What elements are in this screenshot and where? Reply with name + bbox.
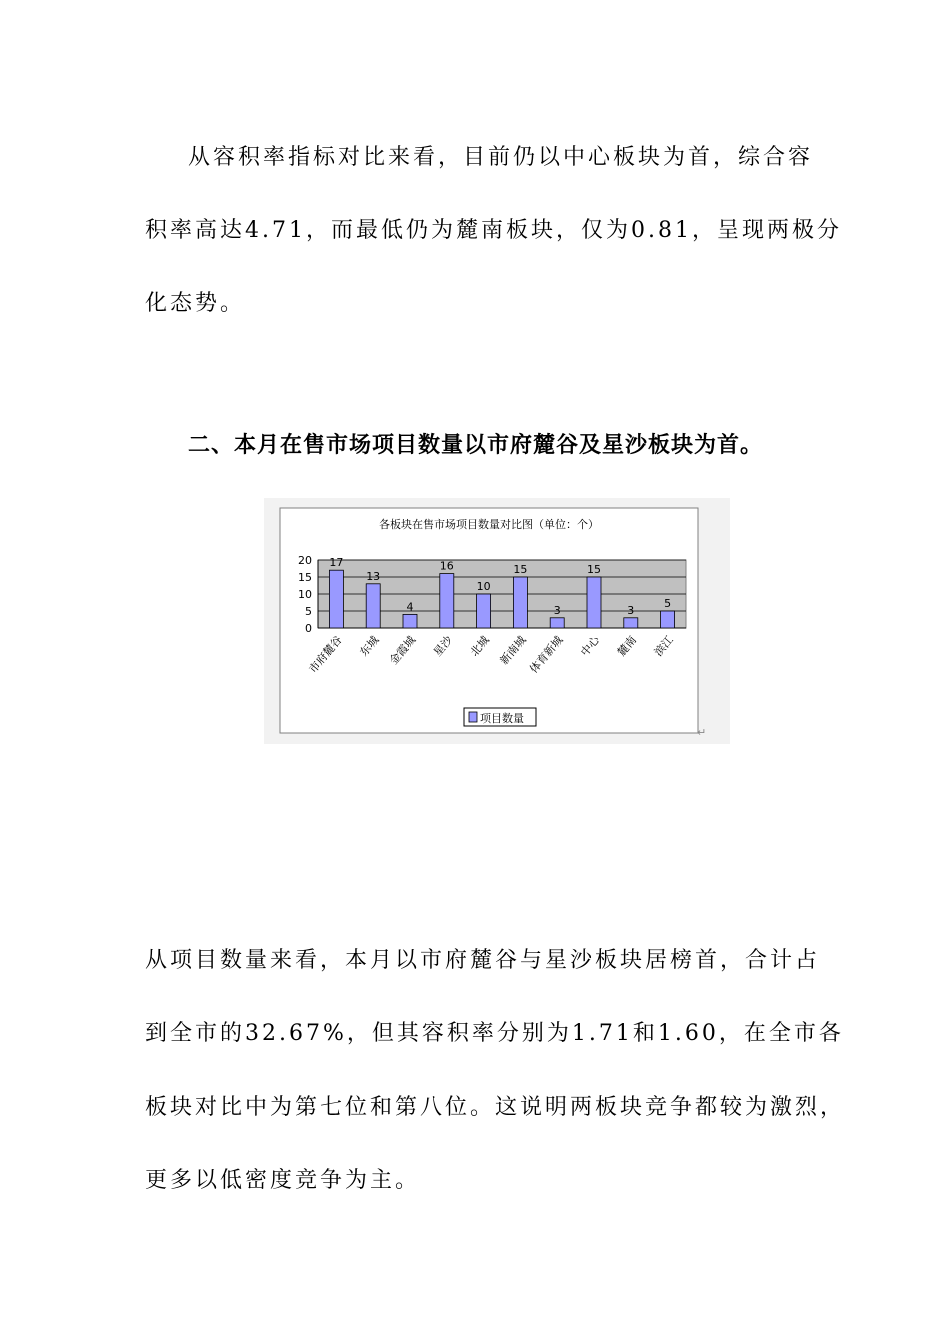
chart-title: 各板块在售市场项目数量对比图（单位：个） xyxy=(379,518,599,531)
data-label: 15 xyxy=(587,563,601,576)
x-tick-label: 东城 xyxy=(357,633,382,659)
y-tick-label: 15 xyxy=(298,571,312,584)
paragraph-2-line-1: 从项目数量来看，本月以市府麓谷与星沙板块居榜首，合计占 xyxy=(145,948,821,973)
data-label: 3 xyxy=(553,603,561,617)
data-label: 10 xyxy=(476,580,491,593)
legend-swatch xyxy=(469,712,477,722)
bar xyxy=(587,577,601,628)
bar xyxy=(661,611,675,628)
bar xyxy=(624,618,638,628)
bar xyxy=(477,594,491,628)
paragraph-2-line-2: 到全市的32.67%，但其容积率分别为1.71和1.60，在全市各 xyxy=(145,1021,844,1046)
section-heading: 二、本月在售市场项目数量以市府麓谷及星沙板块为首。 xyxy=(188,433,764,458)
legend-label: 项目数量 xyxy=(480,712,524,725)
paragraph-1-line-2: 积率高达4.71，而最低仍为麓南板块，仅为0.81，呈现两极分 xyxy=(145,218,842,243)
x-tick-label: 金霞城 xyxy=(387,633,419,668)
x-tick-label: 体育新城 xyxy=(527,633,566,676)
y-tick-label: 20 xyxy=(298,554,312,567)
bar xyxy=(403,614,417,628)
paragraph-1-line-3: 化态势。 xyxy=(145,291,246,316)
paragraph-2-line-3: 板块对比中为第七位和第八位。这说明两板块竞争都较为激烈， xyxy=(145,1095,846,1120)
x-tick-label: 麓南 xyxy=(614,633,640,659)
y-tick-label: 5 xyxy=(305,605,312,618)
x-tick-label: 北城 xyxy=(467,633,492,659)
paragraph-1-line-1: 从容积率指标对比来看，目前仍以中心板块为首，综合容 xyxy=(188,145,814,170)
chart-legend xyxy=(464,708,536,726)
bar xyxy=(440,574,454,628)
bar xyxy=(513,577,527,628)
data-label: 5 xyxy=(664,597,672,610)
data-label: 4 xyxy=(406,600,414,614)
x-tick-label: 星沙 xyxy=(430,633,456,659)
bar-chart xyxy=(264,498,730,744)
x-tick-label: 新南城 xyxy=(497,633,529,668)
data-label: 3 xyxy=(627,603,635,617)
x-tick-label: 中心 xyxy=(578,633,603,659)
bar xyxy=(329,570,343,628)
x-tick-label: 市府麓谷 xyxy=(306,633,345,676)
y-tick-label: 10 xyxy=(298,588,312,601)
data-label: 16 xyxy=(439,559,454,573)
chart-figure xyxy=(264,498,730,744)
paragraph-2-line-4: 更多以低密度竞争为主。 xyxy=(145,1168,421,1193)
paragraph-mark: ↵ xyxy=(697,726,707,739)
data-label: 15 xyxy=(513,563,528,576)
data-label: 17 xyxy=(329,556,344,570)
bar xyxy=(550,618,564,628)
data-label: 13 xyxy=(366,569,381,583)
y-tick-label: 0 xyxy=(305,622,312,635)
bar xyxy=(366,584,380,628)
x-tick-label: 滨江 xyxy=(651,633,676,659)
